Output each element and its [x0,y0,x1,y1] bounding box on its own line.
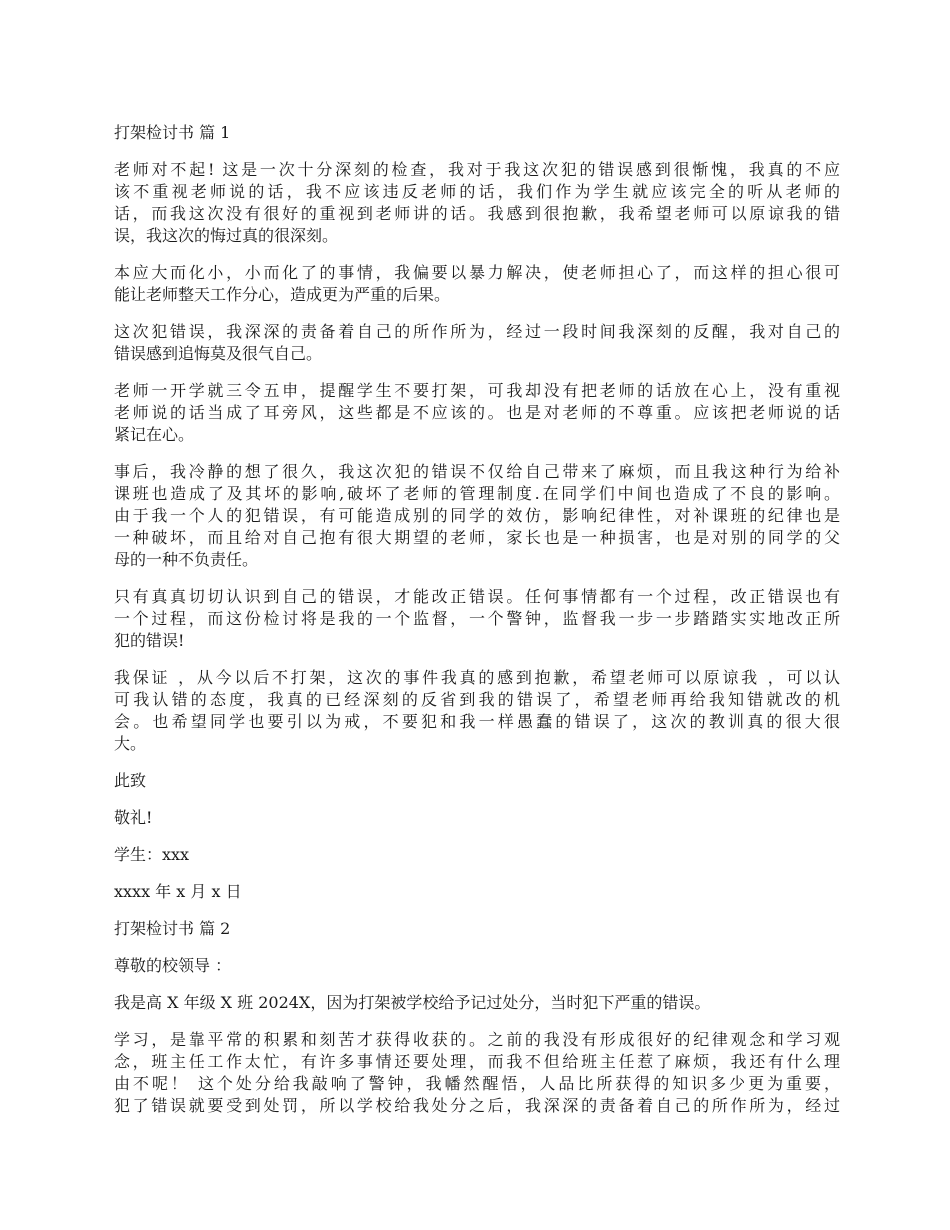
text-line: 打架检讨书 篇 1 [114,123,231,142]
paragraph [114,262,840,306]
text-line: 此致 [114,771,147,790]
paragraph [114,667,840,755]
text-line: 大。 [114,734,147,753]
paragraph [114,918,840,940]
paragraph [114,770,840,792]
text-line: 学生：xxx [114,845,190,864]
text-line: 课班也造成了及其坏的影响,破坏了老师的管理制度.在同学们中间也造成了不良的影响。 [114,484,840,503]
text-line: 紧记在心。 [114,425,195,444]
paragraph [114,122,840,144]
text-line: 一个过程，而这份检讨将是我的一个监督，一个警钟，监督我一步一步踏踏实实地改正所 [114,609,840,628]
text-line: 学习，是靠平常的积累和刻苦才获得收获的。之前的我没有形成很好的纪律观念和学习观 [114,1030,840,1049]
text-line: 我保证 ，从今以后不打架，这次的事件我真的感到抱歉，希望老师可以原谅我 ，可以认 [114,668,840,687]
text-line: 事后，我冷静的想了很久，我这次犯的错误不仅给自己带来了麻烦，而且我这种行为给补 [114,462,840,481]
paragraph [114,955,840,977]
paragraph [114,159,840,247]
text-line: 念，班主任工作太忙，有许多事情还要处理，而我不但给班主任惹了麻烦，我还有什么理 [114,1052,840,1071]
text-line: 尊敬的校领导 ： [114,956,232,975]
text-line: 老师说的话当成了耳旁风，这些都是不应该的。也是对老师的不尊重。应该把老师说的话 [114,403,840,422]
text-line: 误，我这次的悔过真的很深刻。 [114,226,339,245]
text-line: 这次犯错误，我深深的责备着自己的所作所为，经过一段时间我深刻的反醒，我对自己的 [114,322,840,341]
paragraph [114,321,840,365]
document-body [114,122,840,1132]
paragraph [114,586,840,652]
text-line: 本应大而化小，小而化了的事情，我偏要以暴力解决，使老师担心了，而这样的担心很可 [114,263,840,282]
text-line: 会。也希望同学也要引以为戒，不要犯和我一样愚蠢的错误了，这次的教训真的很大很 [114,712,840,731]
text-line: 由于我一个人的犯错误，有可能造成别的同学的效仿，影响纪律性，对补课班的纪律也是 [114,506,840,525]
text-line: 母的一种不负责任。 [114,550,259,569]
paragraph [114,881,840,903]
text-line: 敬礼! [114,808,153,827]
text-line: 能让老师整天工作分心，造成更为严重的后果。 [114,285,451,304]
text-line: 该不重视老师说的话，我不应该违反老师的话，我们作为学生就应该完全的听从老师的 [114,182,840,201]
text-line: 只有真真切切认识到自己的错误，才能改正错误。任何事情都有一个过程，改正错误也有 [114,587,840,606]
text-line: 话，而我这次没有很好的重视到老师讲的话。我感到很抱歉，我希望老师可以原谅我的错 [114,204,840,223]
text-line: 我是高 X 年级 X 班 2024X，因为打架被学校给予记过处分，当时犯下严重的错误。 [114,993,711,1012]
text-line: 老师对不起! 这是一次十分深刻的检查，我对于我这次犯的错误感到很惭愧，我真的不应 [114,160,840,179]
paragraph [114,461,840,571]
paragraph [114,992,840,1014]
text-line: 打架检讨书 篇 2 [114,919,231,938]
paragraph [114,844,840,866]
text-line: 可我认错的态度，我真的已经深刻的反省到我的错误了，希望老师再给我知错就改的机 [114,690,840,709]
text-line: 犯了错误就要受到处罚，所以学校给我处分之后，我深深的责备着自己的所作所为，经过 [114,1096,840,1115]
text-line: 老师一开学就三令五申，提醒学生不要打架，可我却没有把老师的话放在心上，没有重视 [114,381,840,400]
text-line: 错误感到追悔莫及很气自己。 [114,344,323,363]
text-line: 一种破坏，而且给对自己抱有很大期望的老师，家长也是一种损害，也是对别的同学的父 [114,528,840,547]
text-line: 由不呢！ 这个处分给我敲响了警钟，我幡然醒悟，人品比所获得的知识多少更为重要， [114,1074,840,1093]
text-line: 犯的错误! [114,631,185,650]
paragraph [114,1029,840,1117]
paragraph [114,807,840,829]
text-line: xxxx 年 x 月 x 日 [114,882,242,901]
paragraph [114,380,840,446]
